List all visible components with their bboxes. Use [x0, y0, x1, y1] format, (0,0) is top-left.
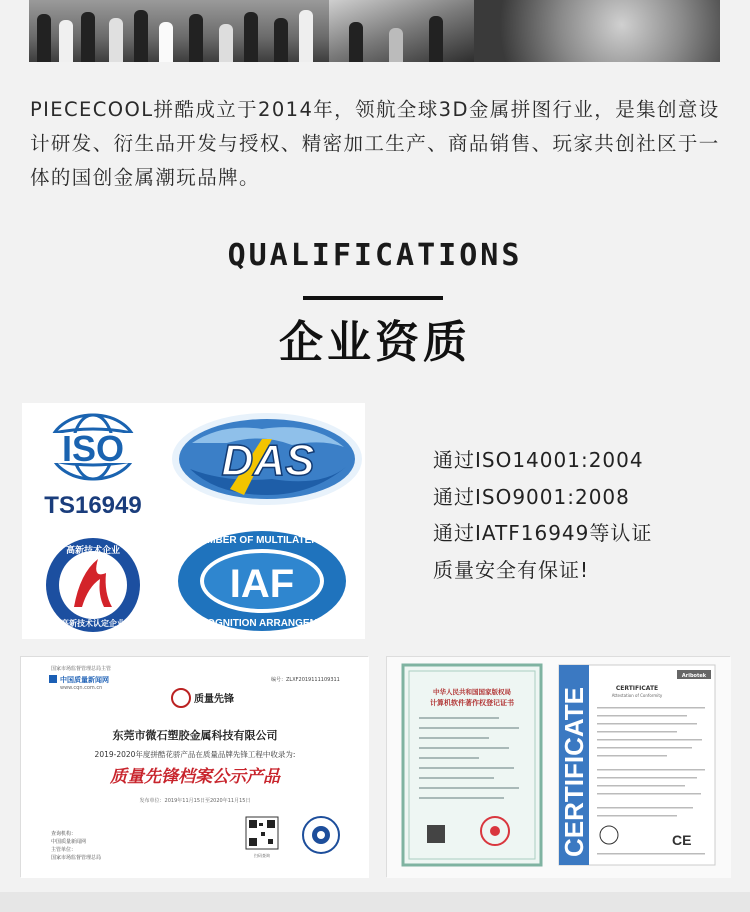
ce-heading: CERTIFICATE: [615, 685, 659, 692]
cert-item: 通过ISO9001:2008: [433, 484, 630, 509]
copyright-qr-icon: [427, 825, 445, 843]
qr-caption: 扫码查询: [254, 853, 270, 858]
photo-metal-model-right: [474, 0, 720, 62]
iaf-logo: [178, 531, 346, 631]
cert-item: 通过ISO14001:2004: [433, 448, 644, 472]
company-name: 东莞市微石塑胶金属科技有限公司: [112, 729, 278, 742]
iaf-label: IAF: [229, 562, 295, 606]
hightech-enterprise-logo: [46, 538, 140, 632]
certificate-headline: 质量先锋档案公示产品: [110, 767, 280, 787]
aribotek-brand: Aribotek: [681, 673, 707, 679]
org-value-2: 国家市场监督管理总局: [51, 855, 102, 861]
company-intro: PIECECOOL拼酷成立于2014年，领航全球3D金属拼图行业，是集创意设计研发、衍生品开发与授权、精密加工生产、商品销售、玩家共创社区于一体的国创金属潮玩品牌。: [30, 98, 720, 189]
cqn-site-url: www.cqn.com.cn: [60, 685, 103, 691]
iaf-top-text: MEMBER OF MULTILATERAL: [192, 535, 332, 546]
certification-logos-panel: [22, 403, 365, 639]
certification-list: [433, 442, 652, 588]
cert-item: 通过IATF16949等认证: [433, 521, 653, 545]
org-value-1: 中国质量新闻网: [51, 839, 87, 845]
photo-group-left: [29, 0, 329, 62]
software-copyright-and-ce-certificates: [386, 656, 730, 877]
iaf-bottom-text: RECOGNITION ARRANGEMENT: [186, 618, 338, 629]
certificate-statement: 2019-2020年度拼酷花骄产品在质量品牌先锋工程中收录为:: [94, 750, 296, 759]
quality-certificate-drawing: [21, 657, 369, 878]
title-divider: [303, 296, 443, 300]
section-title-en: QUALIFICATIONS: [227, 238, 523, 273]
org-label-1: 查询机构：: [51, 831, 77, 837]
quality-pioneer-badge: 质量先锋: [194, 694, 234, 705]
cqn-site-name: 中国质量新闻网: [60, 676, 109, 684]
cert-number: 编号：ZLXF2019111109311: [271, 677, 340, 683]
photo-event-middle: [329, 0, 474, 62]
cqn-logo-icon: [49, 675, 57, 683]
certificates-drawing: [387, 657, 731, 878]
qr-code-icon: [246, 817, 278, 849]
das-logo: [172, 413, 362, 505]
das-label: DAS: [221, 436, 315, 485]
ce-mark-icon: CE: [672, 832, 692, 848]
ce-vertical-word: CERTIFICATE: [559, 687, 589, 857]
hightech-top-text: 高新技术企业: [65, 546, 121, 556]
cert-item: 质量安全有保证!: [433, 557, 590, 582]
software-copyright-certificate: [403, 665, 541, 865]
copyright-cert-title: 计算机软件著作权登记证书: [430, 699, 514, 707]
ce-subheading: Attestation of Conformity: [611, 693, 663, 698]
iso-label: ISO: [61, 428, 125, 469]
hightech-bottom-text: 高新技术认定企业: [61, 619, 125, 628]
ce-certificate: [559, 665, 715, 865]
team-photo-banner: [29, 0, 720, 62]
ts16949-label: TS16949: [44, 492, 142, 519]
iso-logo: [44, 415, 141, 519]
section-title-cn: 企业资质: [279, 317, 471, 368]
certificate-date: 发布单位：2019年11月15日至2020年11月15日: [139, 798, 251, 804]
copyright-gov-title: 中华人民共和国国家版权局: [433, 688, 511, 696]
bottom-strip: [0, 892, 750, 912]
quality-pioneer-certificate: [20, 656, 368, 877]
org-label-2: 主管单位：: [51, 847, 77, 853]
cert-header-small: 国家市场监督管理总局主管: [51, 666, 112, 672]
certification-logos: [22, 403, 365, 639]
